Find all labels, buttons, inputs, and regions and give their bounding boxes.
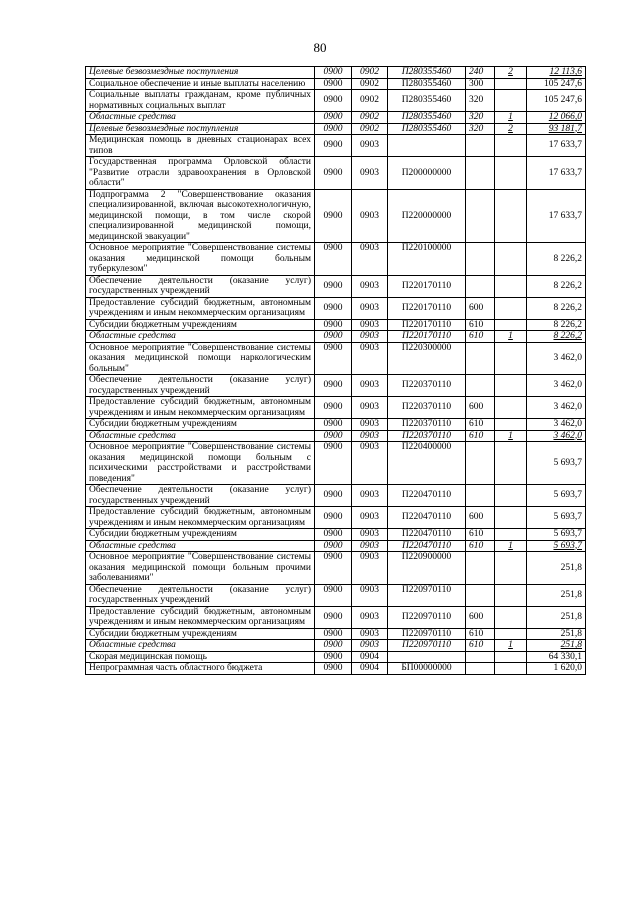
row-ministry-code: 0900 — [315, 606, 352, 628]
row-ministry-code: 0900 — [315, 375, 352, 397]
table-row — [86, 297, 586, 319]
row-target-code: П280355460 — [388, 123, 466, 135]
table-row — [86, 123, 586, 135]
table-row — [86, 419, 586, 431]
row-ministry-code: 0900 — [315, 78, 352, 90]
row-source-code — [495, 342, 527, 375]
row-source-code: 1 — [495, 540, 527, 552]
row-source-code — [495, 375, 527, 397]
row-expense-type: 610 — [466, 331, 495, 343]
row-expense-type: 610 — [466, 430, 495, 442]
row-amount: 17 633,7 — [527, 189, 586, 243]
row-ministry-code: 0900 — [315, 135, 352, 157]
row-amount: 251,8 — [527, 584, 586, 606]
row-ministry-code: 0900 — [315, 157, 352, 190]
row-amount: 105 247,6 — [527, 78, 586, 90]
row-section-code: 0902 — [352, 78, 388, 90]
row-ministry-code: 0900 — [315, 90, 352, 112]
row-name: Субсидии бюджетным учреждениям — [86, 319, 315, 331]
row-source-code — [495, 529, 527, 541]
row-ministry-code: 0900 — [315, 319, 352, 331]
row-section-code: 0903 — [352, 319, 388, 331]
row-amount: 12 066,0 — [527, 112, 586, 124]
row-ministry-code: 0900 — [315, 342, 352, 375]
row-expense-type — [466, 552, 495, 585]
row-ministry-code: 0900 — [315, 430, 352, 442]
table-row — [86, 651, 586, 663]
row-ministry-code: 0900 — [315, 123, 352, 135]
row-section-code: 0903 — [352, 243, 388, 276]
row-ministry-code: 0900 — [315, 485, 352, 507]
table-row — [86, 275, 586, 297]
row-amount: 251,8 — [527, 552, 586, 585]
row-name: Областные средства — [86, 112, 315, 124]
row-ministry-code: 0900 — [315, 584, 352, 606]
table-row — [86, 507, 586, 529]
row-amount: 5 693,7 — [527, 529, 586, 541]
table-row — [86, 584, 586, 606]
row-section-code: 0903 — [352, 584, 388, 606]
row-amount: 17 633,7 — [527, 157, 586, 190]
table-row — [86, 319, 586, 331]
row-ministry-code: 0900 — [315, 628, 352, 640]
row-target-code: БП00000000 — [388, 663, 466, 675]
row-name: Непрограммная часть областного бюджета — [86, 663, 315, 675]
row-amount: 8 226,2 — [527, 319, 586, 331]
row-expense-type — [466, 189, 495, 243]
row-ministry-code: 0900 — [315, 275, 352, 297]
row-name: Предоставление субсидий бюджетным, автономным учреждениям и иным некоммерческим организациям — [86, 397, 315, 419]
row-target-code: П220300000 — [388, 342, 466, 375]
row-amount: 5 693,7 — [527, 485, 586, 507]
row-ministry-code: 0900 — [315, 189, 352, 243]
row-ministry-code: 0900 — [315, 540, 352, 552]
table-row — [86, 342, 586, 375]
table-row — [86, 375, 586, 397]
row-target-code: П280355460 — [388, 90, 466, 112]
table-row — [86, 189, 586, 243]
row-amount: 64 330,1 — [527, 651, 586, 663]
row-target-code: П280355460 — [388, 67, 466, 79]
row-expense-type: 610 — [466, 540, 495, 552]
row-amount: 251,8 — [527, 628, 586, 640]
row-name: Обеспечение деятельности (оказание услуг) государственных учреждений — [86, 485, 315, 507]
row-expense-type: 300 — [466, 78, 495, 90]
row-name: Основное мероприятие "Совершенствование системы оказания медицинской помощи больным с психическими расстройствами и расстройствами поведения" — [86, 442, 315, 485]
row-ministry-code: 0900 — [315, 640, 352, 652]
row-target-code: П220970110 — [388, 628, 466, 640]
row-target-code: П220170110 — [388, 275, 466, 297]
row-target-code: П220170110 — [388, 319, 466, 331]
row-section-code: 0902 — [352, 90, 388, 112]
row-expense-type: 610 — [466, 628, 495, 640]
row-section-code: 0903 — [352, 640, 388, 652]
table-row — [86, 430, 586, 442]
row-section-code: 0903 — [352, 135, 388, 157]
row-name: Обеспечение деятельности (оказание услуг) государственных учреждений — [86, 275, 315, 297]
row-source-code — [495, 397, 527, 419]
row-expense-type: 600 — [466, 507, 495, 529]
row-amount: 8 226,2 — [527, 243, 586, 276]
row-target-code — [388, 135, 466, 157]
row-name: Предоставление субсидий бюджетным, автономным учреждениям и иным некоммерческим организациям — [86, 606, 315, 628]
row-target-code: П220370110 — [388, 419, 466, 431]
row-target-code: П220470110 — [388, 485, 466, 507]
row-source-code — [495, 606, 527, 628]
row-source-code: 1 — [495, 112, 527, 124]
row-name: Областные средства — [86, 540, 315, 552]
row-ministry-code: 0900 — [315, 397, 352, 419]
row-source-code — [495, 78, 527, 90]
row-amount: 3 462,0 — [527, 375, 586, 397]
row-ministry-code: 0900 — [315, 552, 352, 585]
row-source-code — [495, 243, 527, 276]
row-source-code — [495, 275, 527, 297]
row-section-code: 0903 — [352, 529, 388, 541]
row-expense-type — [466, 243, 495, 276]
row-source-code: 2 — [495, 123, 527, 135]
row-target-code: П220370110 — [388, 430, 466, 442]
row-section-code: 0904 — [352, 651, 388, 663]
row-source-code — [495, 485, 527, 507]
table-row — [86, 628, 586, 640]
row-expense-type: 600 — [466, 606, 495, 628]
row-expense-type — [466, 584, 495, 606]
row-source-code — [495, 419, 527, 431]
row-section-code: 0903 — [352, 552, 388, 585]
row-target-code: П220170110 — [388, 331, 466, 343]
row-target-code: П220970110 — [388, 584, 466, 606]
row-source-code: 1 — [495, 640, 527, 652]
row-expense-type: 600 — [466, 397, 495, 419]
row-section-code: 0904 — [352, 663, 388, 675]
row-section-code: 0903 — [352, 397, 388, 419]
row-source-code — [495, 297, 527, 319]
table-row — [86, 331, 586, 343]
row-expense-type — [466, 442, 495, 485]
row-ministry-code: 0900 — [315, 112, 352, 124]
row-name: Основное мероприятие "Совершенствование системы оказания медицинской помощи больным прочими заболеваниями" — [86, 552, 315, 585]
row-section-code: 0903 — [352, 606, 388, 628]
row-name: Обеспечение деятельности (оказание услуг) государственных учреждений — [86, 584, 315, 606]
row-section-code: 0903 — [352, 540, 388, 552]
row-target-code: П220170110 — [388, 297, 466, 319]
row-source-code — [495, 584, 527, 606]
row-name: Основное мероприятие "Совершенствование системы оказания медицинской помощи наркологическим больным" — [86, 342, 315, 375]
row-ministry-code: 0900 — [315, 442, 352, 485]
row-source-code — [495, 663, 527, 675]
row-target-code: П220000000 — [388, 189, 466, 243]
row-section-code: 0903 — [352, 331, 388, 343]
table-row — [86, 640, 586, 652]
row-expense-type: 610 — [466, 319, 495, 331]
table-row — [86, 243, 586, 276]
row-target-code: П220970110 — [388, 640, 466, 652]
row-section-code: 0903 — [352, 375, 388, 397]
page-number: 80 — [313, 40, 327, 55]
table-row — [86, 606, 586, 628]
row-expense-type: 240 — [466, 67, 495, 79]
row-target-code — [388, 651, 466, 663]
row-ministry-code: 0900 — [315, 529, 352, 541]
row-expense-type: 600 — [466, 297, 495, 319]
row-name: Социальное обеспечение и иные выплаты населению — [86, 78, 315, 90]
table-row — [86, 90, 586, 112]
table-row — [86, 112, 586, 124]
table-row — [86, 67, 586, 79]
row-source-code: 1 — [495, 331, 527, 343]
row-target-code: П200000000 — [388, 157, 466, 190]
row-section-code: 0903 — [352, 485, 388, 507]
row-target-code: П220370110 — [388, 397, 466, 419]
row-section-code: 0903 — [352, 342, 388, 375]
row-expense-type — [466, 651, 495, 663]
table-row — [86, 485, 586, 507]
row-amount: 12 113,6 — [527, 67, 586, 79]
row-ministry-code: 0900 — [315, 297, 352, 319]
row-expense-type: 320 — [466, 90, 495, 112]
row-section-code: 0903 — [352, 507, 388, 529]
row-expense-type — [466, 135, 495, 157]
row-name: Субсидии бюджетным учреждениям — [86, 529, 315, 541]
table-row — [86, 78, 586, 90]
budget-table — [85, 66, 586, 675]
row-source-code: 1 — [495, 430, 527, 442]
row-expense-type — [466, 663, 495, 675]
row-section-code: 0902 — [352, 67, 388, 79]
row-source-code — [495, 135, 527, 157]
row-amount: 8 226,2 — [527, 331, 586, 343]
table-row — [86, 442, 586, 485]
row-section-code: 0903 — [352, 419, 388, 431]
table-row — [86, 552, 586, 585]
row-target-code: П220100000 — [388, 243, 466, 276]
row-amount: 8 226,2 — [527, 297, 586, 319]
row-expense-type: 610 — [466, 529, 495, 541]
row-amount: 17 633,7 — [527, 135, 586, 157]
row-ministry-code: 0900 — [315, 663, 352, 675]
row-ministry-code: 0900 — [315, 331, 352, 343]
row-target-code: П280355460 — [388, 112, 466, 124]
row-name: Медицинская помощь в дневных стационарах всех типов — [86, 135, 315, 157]
row-expense-type — [466, 485, 495, 507]
row-name: Скорая медицинская помощь — [86, 651, 315, 663]
row-section-code: 0903 — [352, 189, 388, 243]
row-target-code: П220470110 — [388, 507, 466, 529]
row-section-code: 0903 — [352, 157, 388, 190]
row-name: Государственная программа Орловской области "Развитие отрасли здравоохранения в Орловской области" — [86, 157, 315, 190]
row-expense-type: 610 — [466, 419, 495, 431]
table-row — [86, 663, 586, 675]
row-name: Субсидии бюджетным учреждениям — [86, 419, 315, 431]
row-expense-type: 320 — [466, 112, 495, 124]
row-expense-type — [466, 342, 495, 375]
row-section-code: 0903 — [352, 297, 388, 319]
row-amount: 251,8 — [527, 640, 586, 652]
row-target-code: П220400000 — [388, 442, 466, 485]
table-row — [86, 529, 586, 541]
table-row — [86, 135, 586, 157]
row-name: Обеспечение деятельности (оказание услуг) государственных учреждений — [86, 375, 315, 397]
row-source-code — [495, 628, 527, 640]
row-ministry-code: 0900 — [315, 651, 352, 663]
row-amount: 8 226,2 — [527, 275, 586, 297]
row-source-code — [495, 157, 527, 190]
row-name: Предоставление субсидий бюджетным, автономным учреждениям и иным некоммерческим организациям — [86, 297, 315, 319]
row-target-code: П220900000 — [388, 552, 466, 585]
row-ministry-code: 0900 — [315, 67, 352, 79]
row-section-code: 0902 — [352, 123, 388, 135]
row-expense-type — [466, 157, 495, 190]
row-ministry-code: 0900 — [315, 507, 352, 529]
row-amount: 5 693,7 — [527, 507, 586, 529]
row-expense-type: 610 — [466, 640, 495, 652]
budget-table-body — [86, 67, 586, 675]
row-amount: 3 462,0 — [527, 430, 586, 442]
row-source-code — [495, 319, 527, 331]
row-amount: 93 181,7 — [527, 123, 586, 135]
row-target-code: П220970110 — [388, 606, 466, 628]
row-amount: 3 462,0 — [527, 419, 586, 431]
row-name: Социальные выплаты гражданам, кроме публичных нормативных социальных выплат — [86, 90, 315, 112]
row-section-code: 0903 — [352, 442, 388, 485]
row-name: Областные средства — [86, 430, 315, 442]
row-target-code: П280355460 — [388, 78, 466, 90]
row-section-code: 0902 — [352, 112, 388, 124]
row-source-code — [495, 651, 527, 663]
row-section-code: 0903 — [352, 628, 388, 640]
row-name: Основное мероприятие "Совершенствование системы оказания медицинской помощи больным туберкулезом" — [86, 243, 315, 276]
row-section-code: 0903 — [352, 430, 388, 442]
row-amount: 5 693,7 — [527, 442, 586, 485]
table-row — [86, 397, 586, 419]
row-expense-type — [466, 275, 495, 297]
row-name: Субсидии бюджетным учреждениям — [86, 628, 315, 640]
row-ministry-code: 0900 — [315, 243, 352, 276]
row-section-code: 0903 — [352, 275, 388, 297]
row-source-code: 2 — [495, 67, 527, 79]
row-source-code — [495, 189, 527, 243]
row-source-code — [495, 442, 527, 485]
row-name: Предоставление субсидий бюджетным, автономным учреждениям и иным некоммерческим организациям — [86, 507, 315, 529]
row-name: Областные средства — [86, 331, 315, 343]
row-target-code: П220470110 — [388, 540, 466, 552]
row-amount: 251,8 — [527, 606, 586, 628]
row-source-code — [495, 90, 527, 112]
row-amount: 3 462,0 — [527, 397, 586, 419]
row-name: Целевые безвозмездные поступления — [86, 67, 315, 79]
table-row — [86, 157, 586, 190]
row-amount: 3 462,0 — [527, 342, 586, 375]
row-name: Областные средства — [86, 640, 315, 652]
row-name: Подпрограмма 2 "Совершенствование оказания специализированной, включая высокотехнологичную, медицинской помощи, в том числе скорой специализированной медицинской помощи, медицинской эвакуации" — [86, 189, 315, 243]
row-source-code — [495, 507, 527, 529]
row-target-code: П220370110 — [388, 375, 466, 397]
row-name: Целевые безвозмездные поступления — [86, 123, 315, 135]
row-amount: 105 247,6 — [527, 90, 586, 112]
row-ministry-code: 0900 — [315, 419, 352, 431]
table-row — [86, 540, 586, 552]
row-amount: 1 620,0 — [527, 663, 586, 675]
row-expense-type: 320 — [466, 123, 495, 135]
row-amount: 5 693,7 — [527, 540, 586, 552]
row-source-code — [495, 552, 527, 585]
row-expense-type — [466, 375, 495, 397]
row-target-code: П220470110 — [388, 529, 466, 541]
